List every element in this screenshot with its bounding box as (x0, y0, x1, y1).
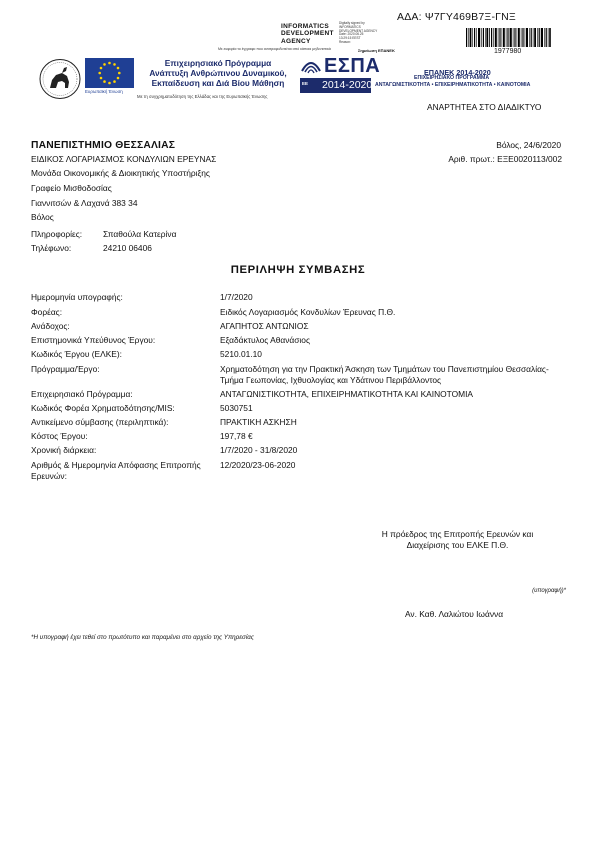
department-unit: Μονάδα Οικονομικής & Διοικητικής Υποστήριξης (31, 168, 210, 178)
field-value-scientific-lead: Εξαδάκτυλος Αθανάσιος (220, 335, 310, 345)
signature-mark: (υπογραφή)* (532, 588, 566, 594)
university-seal-icon (38, 58, 82, 100)
field-value-decision: 12/2020/23-06-2020 (220, 460, 296, 470)
barcode-image (466, 28, 552, 47)
program-line: Εκπαίδευση και Διά Βίου Μάθηση (151, 78, 285, 89)
field-value-funder-code: 5030751 (220, 403, 253, 413)
signature-detail-line: Date: 2020.06.25 (339, 32, 364, 37)
field-label-contractor: Ανάδοχος: (31, 321, 70, 331)
footnote: *Η υπογραφή έχει τεθεί στο πρωτότυπο και παραμένει στο αρχείο της Υπηρεσίας (31, 634, 254, 641)
document-mark: Σημείωση ΕΠΑΝΕΚ (358, 48, 395, 53)
infodev-line: AGENCY (281, 37, 311, 45)
field-value-contract-subject: ΠΡΑΚΤΙΚΗ ΑΣΚΗΣΗ (220, 417, 297, 427)
office-name: Γραφείο Μισθοδοσίας (31, 183, 112, 193)
epanek-logo-title: ΕΠΑΝΕΚ 2014-2020 (424, 68, 491, 77)
digital-signature-details (339, 22, 377, 45)
signatory-role-line: Διαχείρισης του ΕΛΚΕ Π.Θ. (406, 540, 509, 550)
espa-logo-text: ΕΣΠΑ (324, 55, 381, 77)
field-value-cost: 197,78 € (220, 431, 253, 441)
contact-info-value: Σπαθούλα Κατερίνα (103, 229, 177, 239)
espa-eu-label: ΕΕ (302, 81, 309, 86)
signatory-name: Αν. Καθ. Λαλιώτου Ιωάννα (405, 609, 504, 619)
signature-caption: Με ευφορία το έγγραφο που ανατροφοδοτείται από κάποια μηδενιστικά (218, 47, 331, 51)
field-label-body: Φορέας: (31, 307, 63, 317)
field-label-operational-program: Επιχειρησιακό Πρόγραμμα: (31, 389, 133, 399)
signature-detail-line: DEVELOPMENT AGENCY (339, 28, 378, 33)
barcode-number: 1977980 (494, 48, 522, 55)
program-line: Επιχειρησιακό Πρόγραμμα (164, 58, 272, 68)
postal-address: Γιαννιτσών & Λαχανά 383 34 (31, 198, 138, 208)
program-caption: Με τη συγχρηματοδότηση της Ελλάδας και της Ευρωπαϊκής Ένωσης (137, 94, 268, 99)
field-label-funder-code: Κωδικός Φορέα Χρηματοδότησης/MIS: (31, 403, 175, 413)
signature-detail-line: Reason: (339, 39, 351, 44)
espa-emblem-icon (300, 57, 322, 76)
signatory-role (340, 529, 575, 551)
field-value-duration: 1/7/2020 - 31/8/2020 (220, 445, 298, 455)
field-label-project-code: Κωδικός Έργου (ΕΛΚΕ): (31, 349, 122, 359)
signature-authority-label (281, 23, 334, 45)
signature-detail-line: 13:29:15 EEST (339, 36, 361, 41)
program-line: Ανάπτυξη Ανθρώπινου Δυναμικού, (149, 68, 287, 79)
epanek-logo-tagline: ΑΝΤΑΓΩΝΙΣΤΙΚΟΤΗΤΑ • ΕΠΙΧΕΙΡΗΜΑΤΙΚΟΤΗΤΑ • ΚΑΙΝΟΤΟΜΙΑ (375, 82, 531, 88)
eu-caption: Ευρωπαϊκή Ένωση (85, 89, 123, 94)
document-title: ΠΕΡΙΛΗΨΗ ΣΥΜΒΑΣΗΣ (230, 264, 366, 276)
field-label-signature-date: Ημερομηνία υπογραφής: (31, 292, 123, 302)
field-label-program: Πρόγραμμα/Έργο: (31, 364, 100, 374)
posting-notice: ΑΝΑΡΤΗΤΕΑ ΣΤΟ ΔΙΑΔΙΚΤΥΟ (427, 102, 542, 112)
document-date: Βόλος, 24/6/2020 (496, 140, 561, 150)
special-account-name: ΕΙΔΙΚΟΣ ΛΟΓΑΡΙΑΣΜΟΣ ΚΟΝΔΥΛΙΩΝ ΕΡΕΥΝΑΣ (31, 154, 217, 164)
signatory-role-line: Η πρόεδρος της Επιτροπής Ερευνών και (381, 529, 534, 539)
espa-years: 2014-2020 (322, 79, 373, 91)
field-label-duration: Χρονική διάρκεια: (31, 445, 97, 455)
protocol-number: Αριθ. πρωτ.: ΕΞΕ0020113/002 (448, 154, 562, 164)
field-value-signature-date: 1/7/2020 (220, 292, 253, 302)
eu-flag-icon (85, 58, 134, 88)
ada-code: ΑΔΑ: Ψ7ΓΥ469Β7Ξ-ΓΝΞ (397, 11, 516, 23)
contact-info-label: Πληροφορίες: (31, 229, 83, 239)
city: Βόλος (31, 212, 54, 222)
field-label-scientific-lead: Επιστημονικά Υπεύθυνος Έργου: (31, 335, 156, 345)
infodev-line: INFORMATICS (281, 23, 329, 30)
signature-detail-line: Digitally signed by (339, 21, 365, 25)
epanek-logo-subtitle: ΕΠΙΧΕΙΡΗΣΙΑΚΟ ΠΡΟΓΡΑΜΜΑ (414, 75, 490, 81)
university-name: ΠΑΝΕΠΙΣΤΗΜΙΟ ΘΕΣΣΑΛΙΑΣ (31, 140, 176, 151)
field-label-decision: Αριθμός & Ημερομηνία Απόφασης Επιτροπής Ερευνών: (31, 460, 201, 481)
field-value-program: Χρηματοδότηση για την Πρακτική Άσκηση των Τμημάτων του Πανεπιστημίου Θεσσαλίας- Τμήμα Γεωπονίας, Ιχθυολογίας και Υδάτινου Περιβάλλοντος (220, 364, 549, 385)
phone-label: Τηλέφωνο: (31, 243, 72, 253)
field-value-body: Ειδικός Λογαριασμός Κονδυλίων Έρευνας Π.Θ. (220, 307, 396, 317)
field-value-contractor: ΑΓΑΠΗΤΟΣ ΑΝΤΩΝΙΟΣ (220, 321, 309, 331)
program-logo-text (138, 58, 298, 89)
field-label-contract-subject: Αντικείμενο σύμβασης (περιληπτικά): (31, 417, 169, 427)
signature-detail-line: INFORMATICS (339, 24, 361, 29)
field-value-operational-program: ΑΝΤΑΓΩΝΙΣΤΙΚΟΤΗΤΑ, ΕΠΙΧΕΙΡΗΜΑΤΙΚΟΤΗΤΑ ΚΑΙ ΚΑΙΝΟΤΟΜΙΑ (220, 389, 474, 399)
infodev-line: DEVELOPMENT (281, 30, 334, 38)
field-label-cost: Κόστος Έργου: (31, 431, 88, 441)
phone-value: 24210 06406 (103, 243, 152, 253)
field-value-project-code: 5210.01.10 (220, 349, 262, 359)
